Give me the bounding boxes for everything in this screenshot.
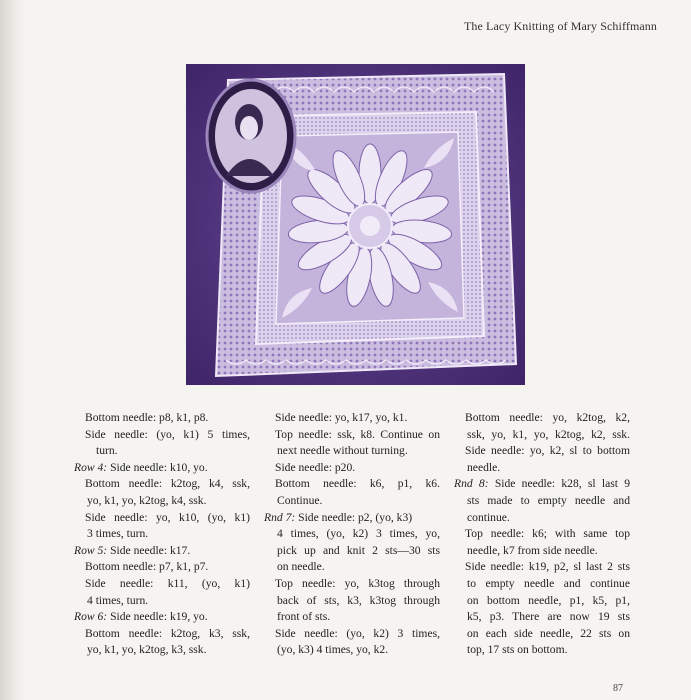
line: Side needle: (yo, k1) 5 times,: [85, 427, 250, 441]
line: front of sts.: [277, 610, 331, 624]
line: Bottom needle: k6, p1, k6.: [275, 477, 440, 491]
running-head: The Lacy Knitting of Mary Schiffmann: [464, 19, 657, 33]
line: 3 times, turn.: [87, 527, 149, 541]
line: needle.: [467, 460, 501, 474]
line: yo, k1, yo, k2tog, k4, ssk.: [87, 493, 207, 507]
line: ssk, yo, k1, yo, k2tog, k2, ssk.: [467, 427, 630, 441]
line: sts made to empty needle and: [467, 493, 630, 507]
line: needle, k7 from side needle.: [467, 543, 598, 557]
line: on bottom needle, p1, k5, p1,: [467, 593, 630, 607]
line: 4 times, (yo, k2) 3 times, yo,: [277, 527, 440, 541]
line: turn.: [96, 444, 118, 458]
line: Rnd 7: Side needle: p2, (yo, k3): [264, 510, 413, 524]
instructions-column-2: [264, 410, 440, 659]
line: Bottom needle: yo, k2tog, k2,: [465, 411, 630, 424]
line: Side needle: p20.: [275, 460, 356, 474]
line: Top needle: k6; with same top: [465, 527, 630, 541]
line: on needle.: [277, 560, 325, 574]
line: Row 5: Side needle: k17.: [74, 543, 191, 557]
line: Side needle: yo, k10, (yo, k1): [85, 510, 250, 524]
line: Side needle: (yo, k2) 3 times,: [275, 626, 440, 640]
line: on each side needle, 22 sts on: [467, 626, 630, 640]
line: Side needle: yo, k2, sl to bottom: [465, 444, 630, 458]
line: to empty needle and continue: [467, 576, 630, 590]
instructions-column-1: [74, 410, 250, 659]
line: Row 4: Side needle: k10, yo.: [74, 460, 208, 474]
line: Side needle: k19, p2, sl last 2 sts: [465, 560, 630, 574]
line: continue.: [467, 510, 510, 524]
line: (yo, k3) 4 times, yo, k2.: [277, 643, 389, 657]
line: Bottom needle: p8, k1, p8.: [85, 411, 209, 424]
line: Top needle: ssk, k8. Continue on: [275, 427, 440, 441]
line: back of sts, k3, k3tog through: [277, 593, 440, 607]
line: next needle without turning.: [277, 444, 408, 458]
line: Side needle: k11, (yo, k1): [85, 576, 250, 590]
lace-doily-photograph: [186, 64, 525, 385]
line: Row 6: Side needle: k19, yo.: [74, 610, 208, 624]
line: Continue.: [277, 493, 323, 507]
line: Rnd 8: Side needle: k28, sl last 9: [454, 477, 630, 491]
line: Top needle: yo, k3tog through: [275, 576, 440, 590]
line: Bottom needle: k2tog, k3, ssk,: [85, 626, 250, 640]
line: top, 17 sts on bottom.: [467, 643, 568, 657]
page-number: 87: [613, 683, 623, 694]
doily-illustration: [186, 64, 525, 385]
line: Bottom needle: k2tog, k4, ssk,: [85, 477, 250, 491]
line: Side needle: yo, k17, yo, k1.: [275, 411, 408, 424]
oval-frame-picture: [207, 80, 295, 192]
line: Bottom needle: p7, k1, p7.: [85, 560, 209, 574]
page-gutter-shadow: [0, 0, 26, 700]
instructions-column-3: [454, 410, 630, 659]
line: k5, p3. There are now 19 sts: [467, 610, 630, 624]
line: pick up and knit 2 sts—30 sts: [277, 543, 440, 557]
line: yo, k1, yo, k2tog, k3, ssk.: [87, 643, 207, 657]
line: 4 times, turn.: [87, 593, 149, 607]
